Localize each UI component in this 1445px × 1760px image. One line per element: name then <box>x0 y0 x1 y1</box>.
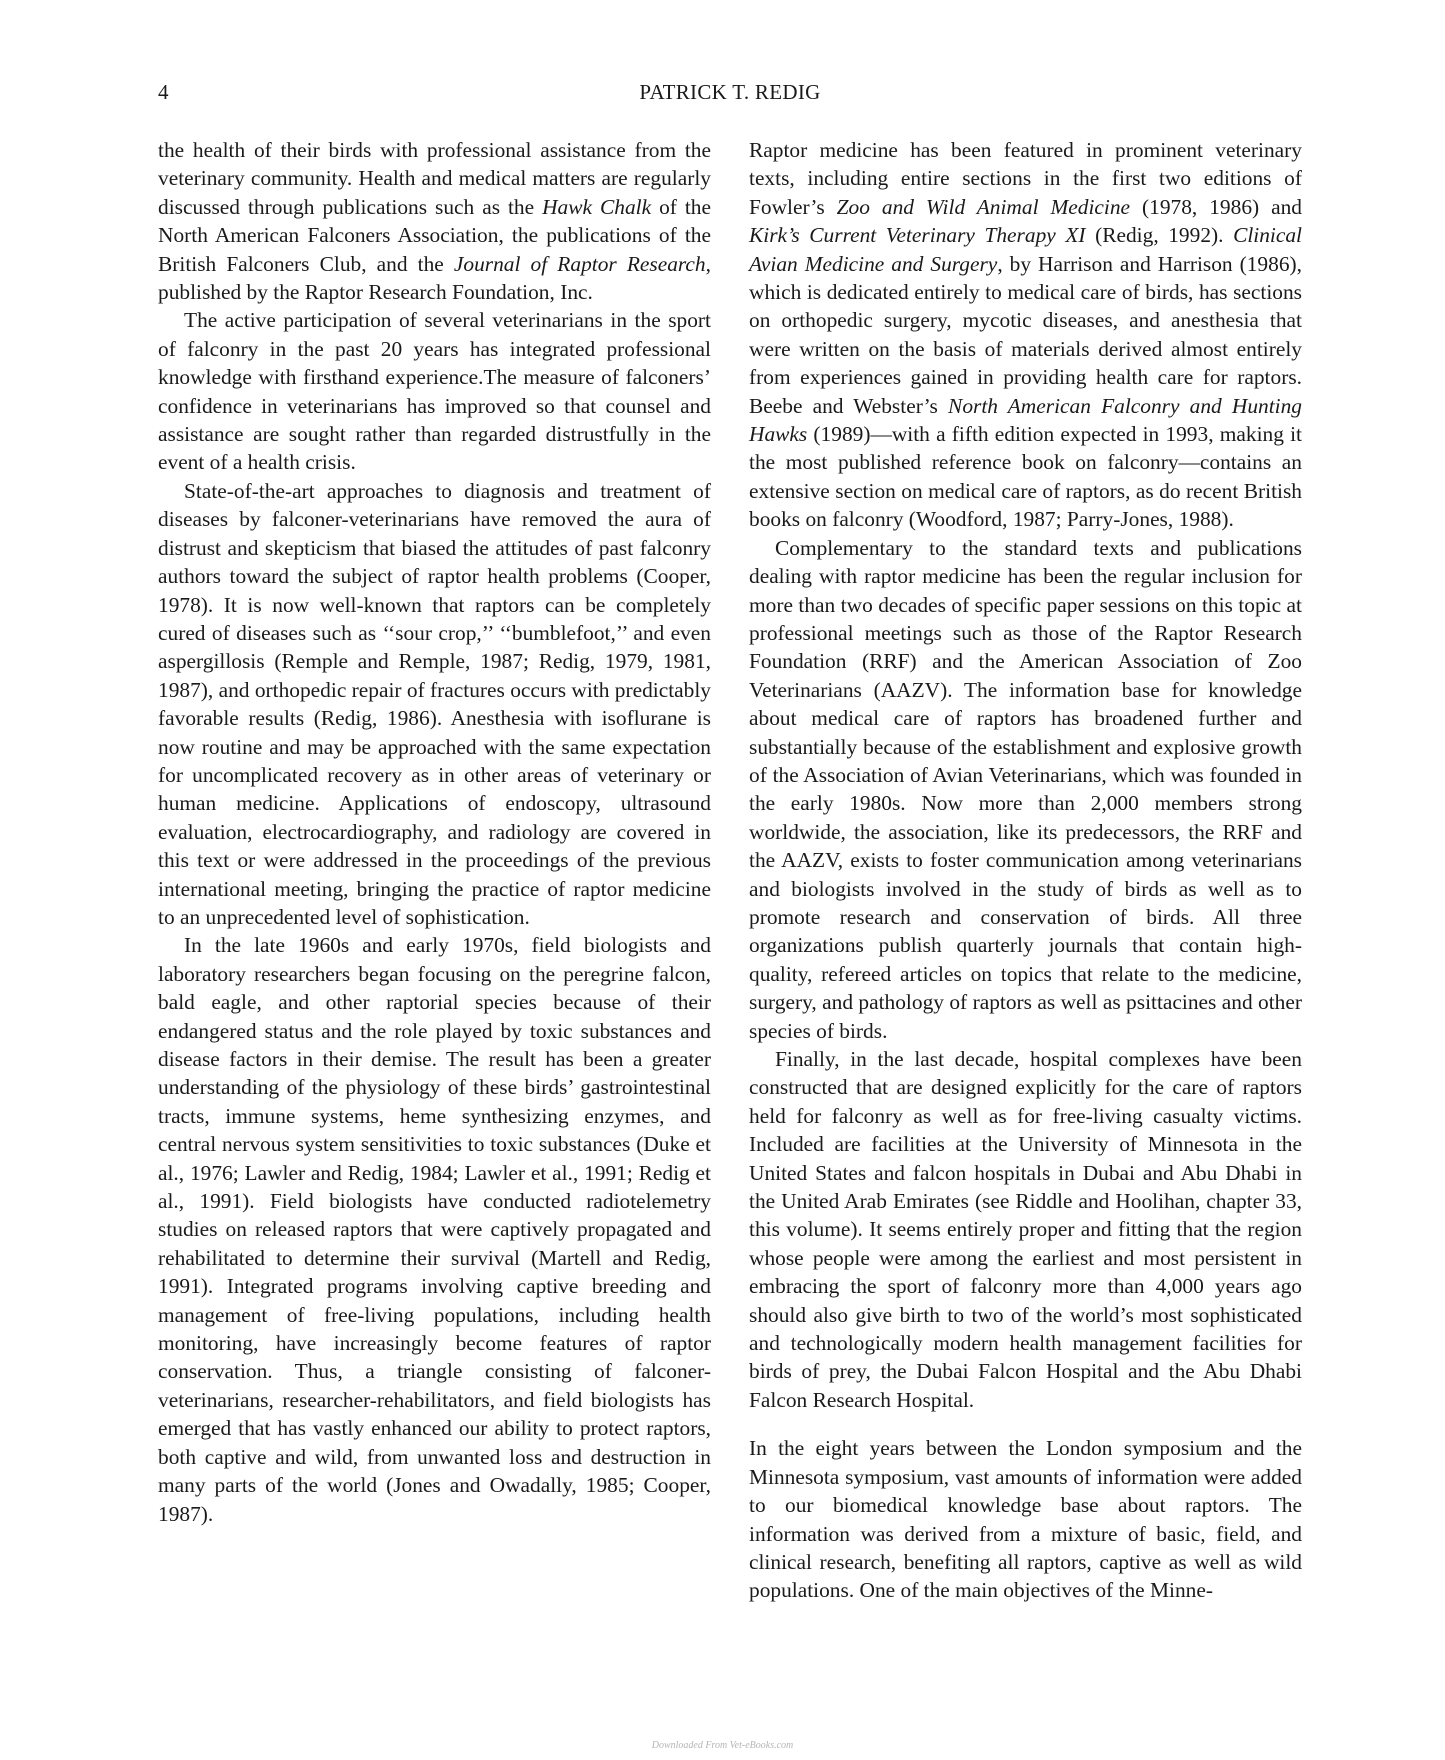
italic-title: Clinical Avian Medicine and Surgery <box>749 223 1302 276</box>
text-run: of the North American Falconers Association, the publications of the British Falconers Club, and the <box>158 194 711 276</box>
text-run: State-of-the-art approaches to diagnosis and treatment of diseases by falconer-veterinarians have removed the aura of distrust and skepticism that biased the attitudes of past falconry authors toward the subject of raptor health problems (Cooper, 1978). It is now well-known that raptors can be completely cured of diseases such as ‘‘sour crop,’’ ‘‘bumblefoot,’’ and even aspergillosis (Remple and Remple, 1987; Redig, 1979, 1981, 1987), and orthopedic repair of fractures occurs with predictably favorable results (Redig, 1986). Anesthesia with isoflurane is now routine and may be approached with the same expectation for uncomplicated recovery as in other areas of veterinary or human medicine. Applications of endoscopy, ultrasound evaluation, electrocardiography, and radiology are covered in this text or were addressed in the proceedings of the previous international meeting, bringing the practice of raptor medicine to an unprecedented level of sophistication. <box>158 478 711 929</box>
page-header <box>158 80 1302 110</box>
body-paragraph <box>158 477 711 932</box>
italic-title: Hawk Chalk <box>542 194 652 219</box>
body-paragraph <box>158 931 711 1528</box>
italic-title: North American Falconry and Hunting Hawks <box>749 393 1302 447</box>
text-run: (Redig, 1992). <box>1085 223 1234 248</box>
watermark-text: Downloaded From Vet-eBooks.com <box>651 1740 794 1751</box>
italic-title: Zoo and Wild Animal Medicine <box>836 194 1131 219</box>
body-paragraph <box>749 1434 1302 1604</box>
page-number: 4 <box>158 80 169 104</box>
text-run: Complementary to the standard texts and publications dealing with raptor medicine has been the regular inclusion for more than two decades of specific paper sessions on this topic at professional meetings such as those of the Raptor Research Foundation (RRF) and the American Association of Zoo Veterinarians (AAZV). The information base for knowledge about medical care of raptors has broadened further and substantially because of the establishment and explosive growth of the Association of Avian Veterinarians, which was founded in the early 1980s. Now more than 2,000 members strong worldwide, the association, like its predecessors, the RRF and the AAZV, exists to foster communication among veterinarians and biologists involved in the study of birds as well as to promote research and conservation of birds. All three organizations publish quarterly journals that contain high-quality, refereed articles on topics that relate to the medicine, surgery, and pathology of raptors as well as psittacines and other species of birds. <box>749 535 1302 1043</box>
text-run: In the eight years between the London symposium and the Minnesota symposium, vast amounts of information were added to our biomedical knowledge base about raptors. The information was derived from a mixture of basic, field, and clinical research, benefiting all raptors, captive as well as wild populations. One of the main objectives of the Minne- <box>749 1436 1302 1603</box>
text-run: (1989)—with a fifth edition expected in 1993, making it the most published reference book on falconry—contains an extensive section on medical care of raptors, as do recent British books on falconry (Woodford, 1987; Parry-Jones, 1988). <box>749 422 1302 532</box>
body-paragraph <box>158 136 711 306</box>
body-paragraph <box>749 534 1302 1045</box>
italic-title: Journal of Raptor Research <box>453 251 706 276</box>
text-run: In the late 1960s and early 1970s, field biologists and laboratory researchers began focusing on the peregrine falcon, bald eagle, and other raptorial species because of their endangered status and the role played by toxic substances and disease factors in their demise. The result has been a greater understanding of the physiology of these birds’ gastrointestinal tracts, immune systems, heme synthesizing enzymes, and central nervous system sensitivities to toxic substances (Duke et al., 1976; Lawler and Redig, 1984; Lawler et al., 1991; Redig et al., 1991). Field biologists have conducted radiotelemetry studies on released raptors that were captively propagated and rehabilitated to determine their survival (Martell and Redig, 1991). Integrated programs involving captive breeding and management of free-living populations, including health monitoring, have increasingly become features of raptor conservation. Thus, a triangle consisting of falconer-veterinarians, researcher-rehabilitators, and field biologists has emerged that has vastly enhanced our ability to protect raptors, both captive and wild, from unwanted loss and destruction in many parts of the world (Jones and Owadally, 1985; Cooper, 1987). <box>158 933 711 1526</box>
running-head: PATRICK T. REDIG <box>639 80 821 104</box>
text-run: Raptor medicine has been featured in prominent veterinary texts, including entire sections in the first two editions of Fowler’s <box>749 138 1302 219</box>
text-run: , published by the Raptor Research Foundation, Inc. <box>158 251 711 305</box>
body-paragraph <box>749 136 1302 534</box>
italic-title: Kirk’s Current Veterinary Therapy XI <box>749 223 1086 248</box>
text-run: The active participation of several veterinarians in the sport of falconry in the past 20 years has integrated professional knowledge with firsthand experience.The measure of falconers’ confidence in veterinarians has improved so that counsel and assistance are sought rather than regarded distrustfully in the event of a health crisis. <box>158 308 711 475</box>
text-run: , by Harrison and Harrison (1986), which is dedicated entirely to medical care of birds, has sections on orthopedic surgery, mycotic diseases, and anesthesia that were written on the basis of materials derived almost entirely from experiences gained in providing health care for raptors. Beebe and Webster’s <box>749 251 1302 418</box>
text-run: (1978, 1986) and <box>1130 194 1302 219</box>
text-run: the health of their birds with professional assistance from the veterinary community. Health and medical matters are regularly discussed through publications such as the <box>158 138 711 219</box>
right-text-column <box>749 136 1302 1605</box>
left-text-column <box>158 136 711 1528</box>
body-paragraph <box>158 306 711 476</box>
text-run: Finally, in the last decade, hospital complexes have been constructed that are designed explicitly for the care of raptors held for falconry as well as for free-living casualty victims. Included are facilities at the University of Minnesota in the United States and falcon hospitals in Dubai and Abu Dhabi in the United Arab Emirates (see Riddle and Hoolihan, chapter 33, this volume). It seems entirely proper and fitting that the region whose people were among the earliest and most persistent in embracing the sport of falconry more than 4,000 years ago should also give birth to two of the world’s most sophisticated and technologically modern health management facilities for birds of prey, the Dubai Falcon Hospital and the Abu Dhabi Falcon Research Hospital. <box>749 1047 1302 1412</box>
body-paragraph <box>749 1045 1302 1414</box>
